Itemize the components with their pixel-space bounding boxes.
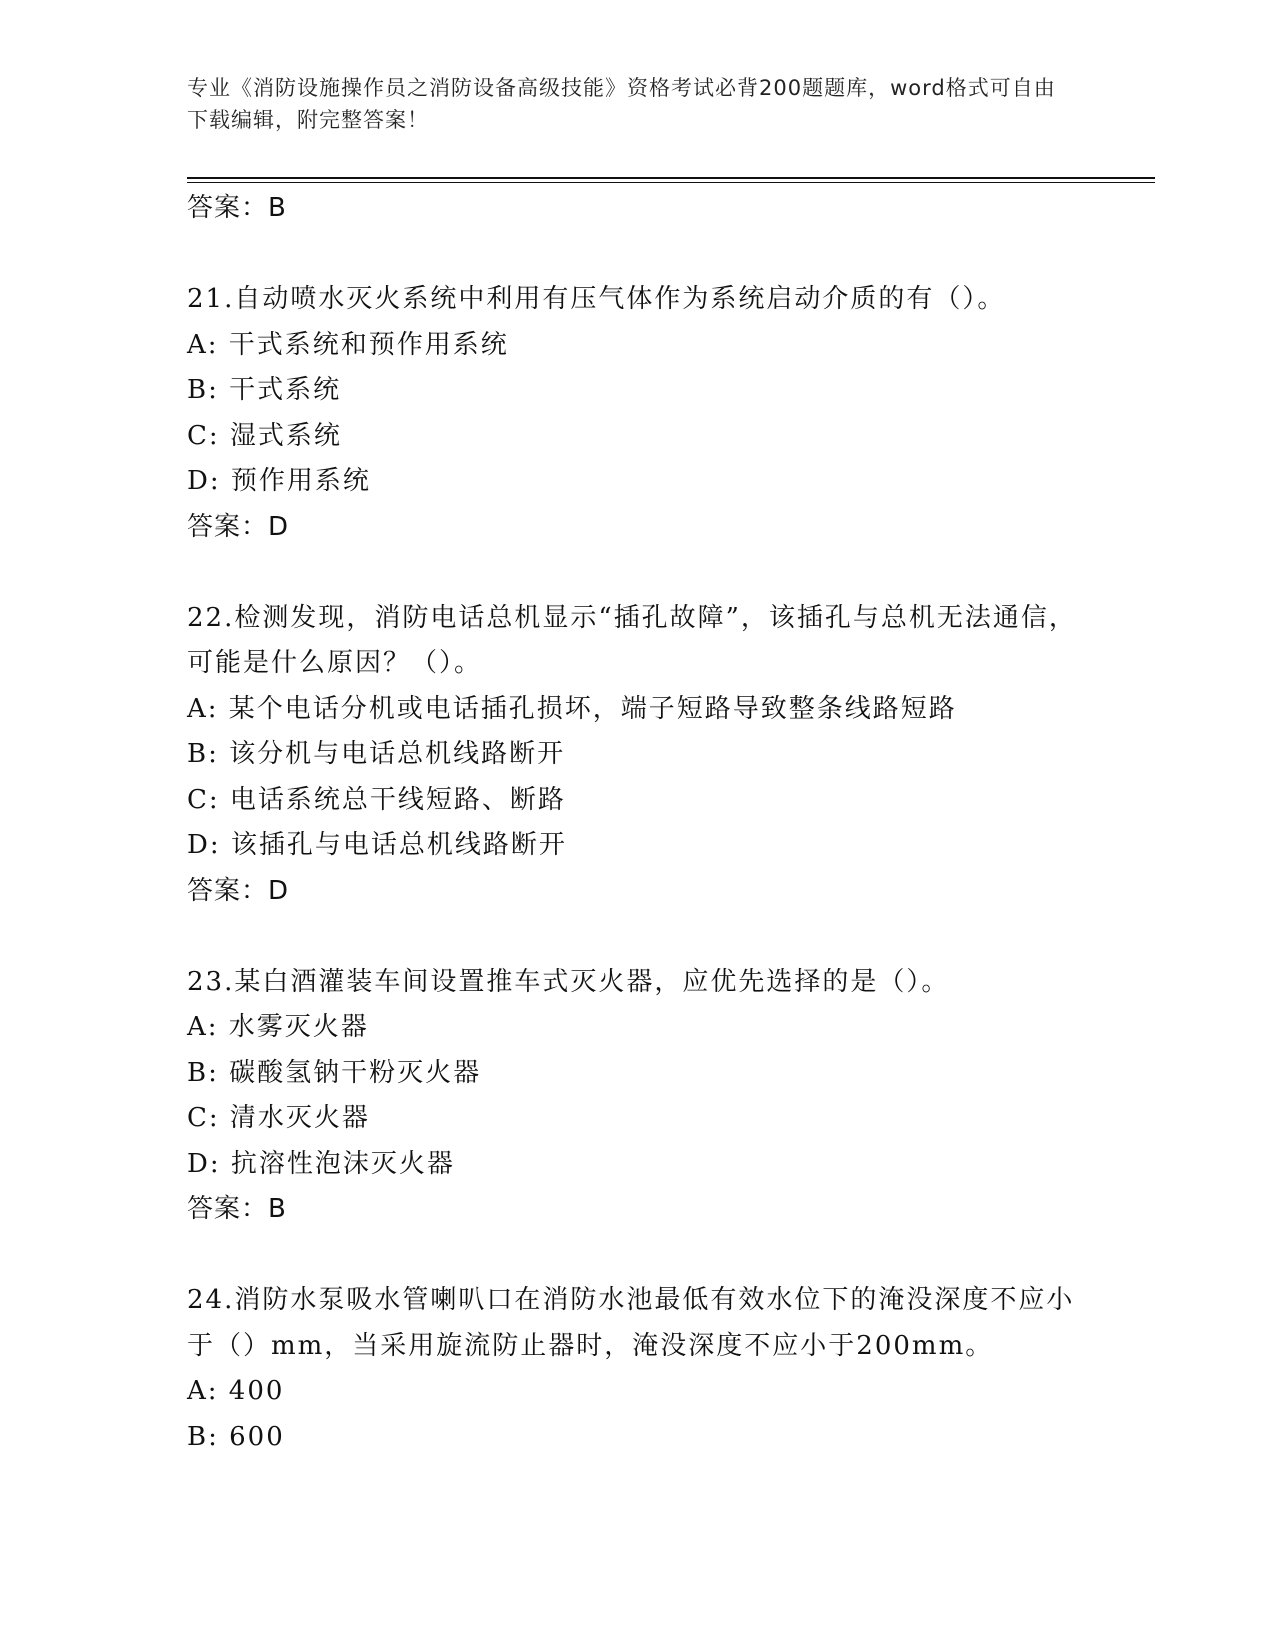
- question-block: [187, 960, 1087, 1233]
- question-list: [187, 186, 1087, 1460]
- question-stem: 24.消防水泵吸水管喇叭口在消防水池最低有效水位下的淹没深度不应小于（）mm，当采用旋流防止器时，淹没深度不应小于200mm。: [187, 1285, 1075, 1361]
- option-a: A: 水雾灭火器: [187, 1012, 369, 1042]
- document-header: 专业《消防设施操作员之消防设备高级技能》资格考试必背200题题库，word格式可自由下载编辑，附完整答案！: [187, 76, 1056, 132]
- option-d: D: 预作用系统: [187, 466, 371, 496]
- question-block: [187, 277, 1087, 550]
- answer-line: 答案：D: [187, 511, 290, 542]
- option-a: A: 干式系统和预作用系统: [187, 329, 509, 360]
- answer-line: 答案：D: [187, 875, 290, 906]
- spacer: [187, 1233, 1087, 1279]
- option-b: B: 该分机与电话总机线路断开: [187, 739, 566, 769]
- answer-line: 答案：B: [187, 193, 287, 223]
- header-divider-thin: [187, 182, 1155, 183]
- question-stem: 23.某白酒灌装车间设置推车式灭火器，应优先选择的是（）。: [187, 966, 950, 997]
- question-stem: 22.检测发现，消防电话总机显示“插孔故障”，该插孔与总机无法通信，可能是什么原因？（）。: [187, 602, 1077, 678]
- spacer: [187, 914, 1087, 960]
- option-c: C: 电话系统总干线短路、断路: [187, 784, 566, 815]
- option-c: C: 清水灭火器: [187, 1103, 370, 1133]
- option-d: D: 抗溶性泡沫灭火器: [187, 1148, 455, 1179]
- answer-line: 答案：B: [187, 1194, 287, 1224]
- option-d: D: 该插孔与电话总机线路断开: [187, 830, 567, 860]
- question-block: [187, 1278, 1087, 1460]
- option-b: B: 600: [187, 1421, 285, 1452]
- question-block: [187, 596, 1087, 915]
- spacer: [187, 550, 1087, 596]
- question-stem: 21.自动喷水灭火系统中利用有压气体作为系统启动介质的有（）。: [187, 284, 1006, 314]
- option-c: C: 湿式系统: [187, 420, 342, 451]
- option-b: B: 干式系统: [187, 375, 342, 405]
- option-b: B: 碳酸氢钠干粉灭火器: [187, 1057, 482, 1088]
- option-a: A: 某个电话分机或电话插孔损坏，端子短路导致整条线路短路: [187, 693, 957, 724]
- option-a: A: 400: [187, 1376, 285, 1406]
- spacer: [187, 232, 1087, 278]
- header-divider-thick: [187, 177, 1155, 179]
